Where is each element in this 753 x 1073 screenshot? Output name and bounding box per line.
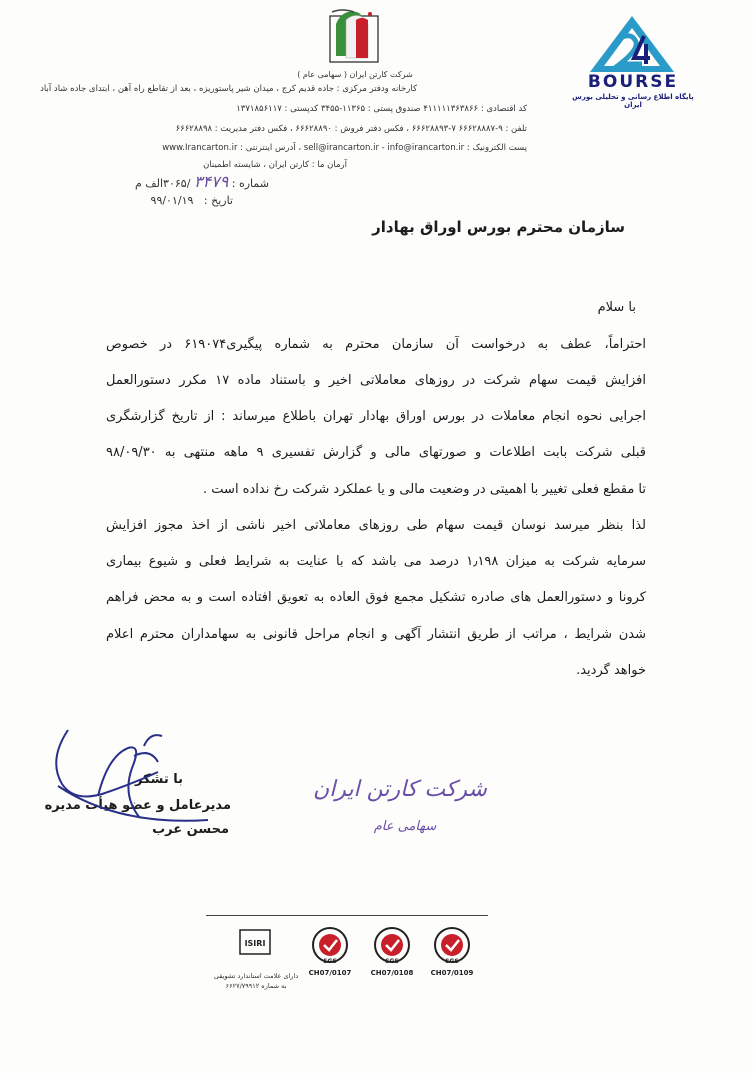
recipient: سازمان محترم بورس اوراق بهادار xyxy=(372,218,625,236)
body-line-2: افزایش قیمت سهام شرکت در روزهای معاملاتی اخیر و باستناد ماده ۱۷ مکرر دستورالعمل xyxy=(106,373,646,388)
body-line-8: کرونا و دستورالعمل های صادره تشکیل مجمع فوق العاده به تعویق افتاده است و به محض فراهم xyxy=(106,590,646,605)
body-line-7: سرمایه شرکت به میزان ۱٫۱۹۸ درصد می باشد که با عنایت به شرایط فعلی و شیوع بیماری xyxy=(106,554,646,569)
cert-code-2: CH07/0108 xyxy=(370,969,414,977)
letter-number-suffix: /۳۰۶۵الف م xyxy=(134,177,191,190)
cert-badge-2 xyxy=(370,925,414,977)
bourse-wordmark: BOURSE xyxy=(587,72,679,92)
cert-badge-1 xyxy=(430,925,474,977)
iso-text-1: دارای علامت استاندارد تشویقی xyxy=(213,972,299,980)
header-ids: کد اقتصادی : ۴۱۱۱۱۱۳۶۳۸۶۶ صندوق پستی : ۱۱۳۶۵-۳۴۵۵ کدپستی : ۱۳۷۱۸۵۶۱۱۷ xyxy=(236,104,527,114)
sig-title: مدیرعامل و عضو هیأت مدیره xyxy=(44,798,231,813)
greeting: با سلام xyxy=(597,300,636,315)
body-line-5: تا مقطع فعلی تغییر با اهمیتی در وضعیت مالی و یا عملکرد شرکت رخ نداده است . xyxy=(203,482,646,497)
sig-thanks: با تشکر xyxy=(134,772,183,787)
company-stamp xyxy=(313,768,487,848)
letter-date-label: تاریخ : xyxy=(203,194,233,207)
body-line-4: قبلی شرکت بابت اطلاعات و صورتهای مالی و گزارش تفسیری ۹ ماهه منتهی به ۹۸/۰۹/۳۰ xyxy=(106,445,646,460)
sgs-icon xyxy=(432,925,472,965)
cert-code-3: CH07/0107 xyxy=(308,969,352,977)
iso-standard-icon xyxy=(238,928,272,956)
footer-rule xyxy=(206,915,488,916)
header-slogan: آرمان ما : کارتن ایران ، شایسته اطمینان xyxy=(203,160,347,170)
company-logo xyxy=(326,6,382,64)
letter-date xyxy=(151,194,233,207)
stamp-line-1: شرکت کارتن ایران xyxy=(313,777,487,802)
cert-badge-3 xyxy=(308,925,352,977)
sgs-badge-label: SGS xyxy=(323,958,337,965)
letter-date-value: ۹۹/۰۱/۱۹ xyxy=(150,194,194,207)
iso-text-2: به شماره ۶۶۲۷/۷۹۹۱۲ xyxy=(225,982,287,990)
letter-number xyxy=(135,172,269,191)
iso-mark-label: ISIRI xyxy=(244,939,266,948)
body-line-3: اجرایی نحوه انجام معاملات در بورس اوراق بهادار تهران باطلاع میرساند : از تاریخ گزارشگری xyxy=(106,409,646,424)
header-address: کارخانه ودفتر مرکزی : جاده قدیم کرج ، میدان شیر پاستوریزه ، بعد از تقاطع راه آهن ، ابتدای جاده شاد آباد xyxy=(40,84,417,94)
letter-number-handwritten: ۳۴۷۹ xyxy=(193,172,229,191)
header-email: پست الکترونیک : sell@irancarton.ir - info@irancarton.ir ، آدرس اینترنتی : www.Irancarton.ir xyxy=(162,143,527,153)
letter-number-label: شماره : xyxy=(231,177,269,190)
handwritten-signature xyxy=(38,716,218,826)
header-phones: تلفن : ۹-۶۶۶۲۸۸۸۷ ۷-۶۶۶۲۸۸۹۳ ، فکس دفتر فروش : ۶۶۶۲۸۸۹۰ ، فکس دفتر مدیریت : ۶۶۶۲۸۸۹۸ xyxy=(175,124,527,134)
stamp-line-2: سهامی عام xyxy=(373,819,437,834)
sig-name: محسن عرب xyxy=(152,822,229,837)
sgs-badge-label: SGS xyxy=(445,958,459,965)
body-line-10: خواهد گردید. xyxy=(576,663,646,678)
bourse-tagline: پایگاه اطلاع رسانی و تحلیلی بورس ایران xyxy=(572,93,694,109)
sgs-badge-label: SGS xyxy=(385,958,399,965)
sgs-icon xyxy=(372,925,412,965)
body-line-9: شدن شرایط ، مراتب از طریق انتشار آگهی و انجام مراحل قانونی به سهامداران محترم اعلام xyxy=(106,627,646,642)
company-name: شرکت کارتن ایران ( سهامی عام ) xyxy=(297,70,413,79)
sgs-icon xyxy=(310,925,350,965)
body-line-6: لذا بنظر میرسد نوسان قیمت سهام طی روزهای معاملاتی اخیر ناشی از اخذ مجوز افزایش xyxy=(106,518,646,533)
body-line-1: احتراماً، عطف به درخواست آن سازمان محترم به شماره پیگیری۶۱۹۰۷۴ در خصوص xyxy=(106,337,646,352)
cert-code-1: CH07/0109 xyxy=(430,969,474,977)
